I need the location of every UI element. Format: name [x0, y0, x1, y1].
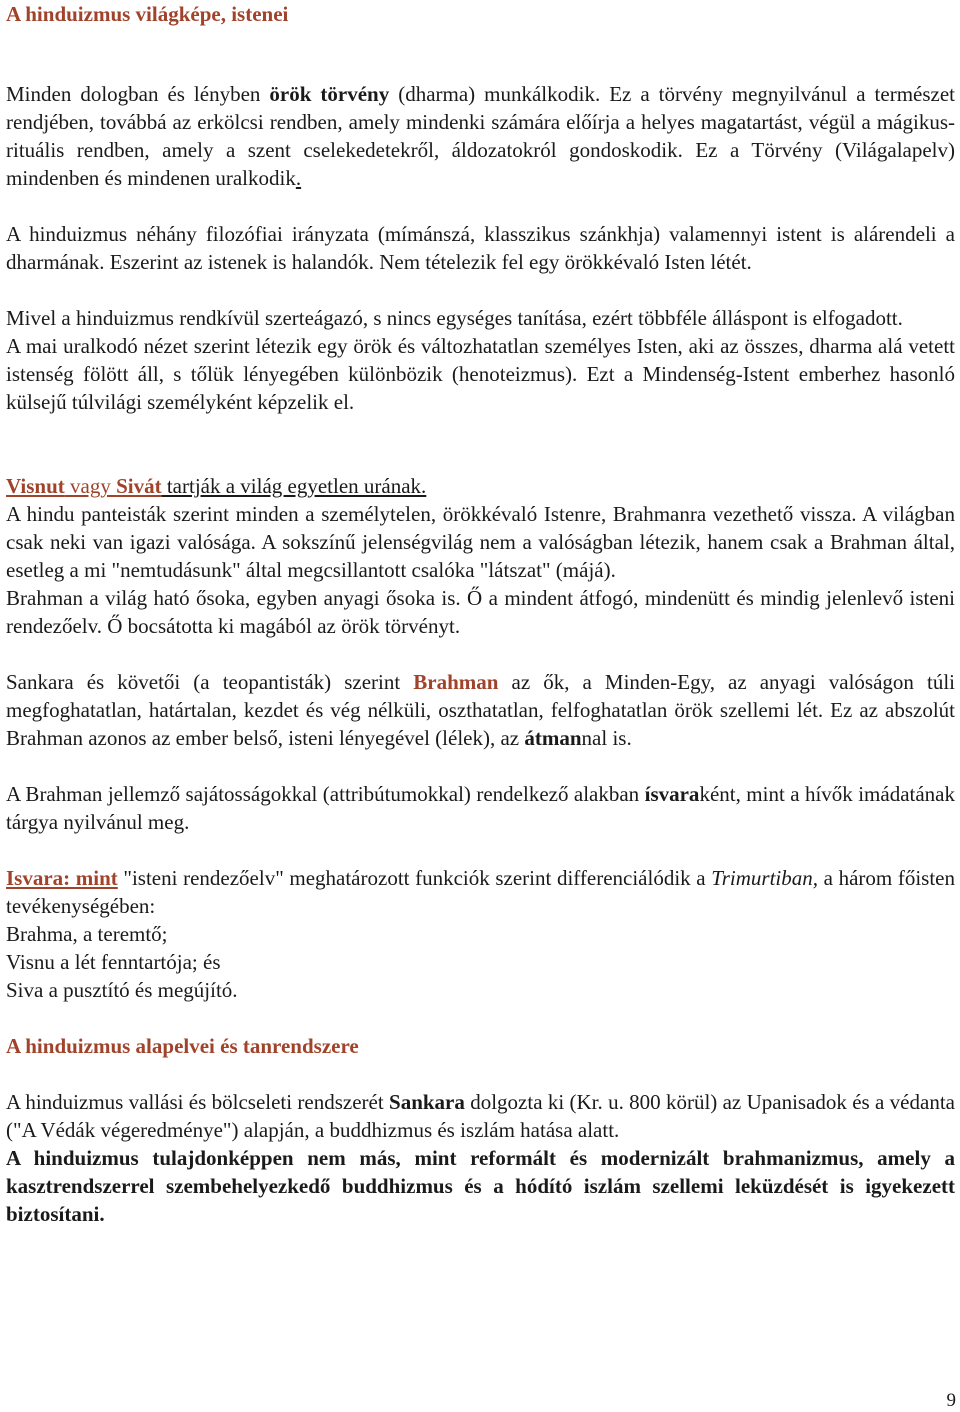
paragraph-trimurti: Isvara: mint "isteni rendezőelv" meghatározott funkciók szerint differenciálódik a Trimurtiban, a három főisten tevékenységében:: [6, 866, 955, 918]
list-item: Brahma, a teremtő;: [6, 922, 168, 946]
link-isvara-mint[interactable]: Isvara: mint: [6, 866, 118, 890]
bold-isvara: ísvara: [644, 782, 700, 806]
highlight-brahman: Brahman: [413, 670, 499, 694]
paragraph-conclusion: A hinduizmus tulajdonképpen nem más, mint reformált és modernizált brahmanizmus, amely a kasztrendszerrel szembehelyezkedő buddhizmus és a hódító iszlám szellemi leküzdését is igyekezett biztosítani.: [6, 1146, 955, 1226]
paragraph-sankara-system: A hinduizmus vallási és bölcseleti rendszerét Sankara dolgozta ki (Kr. u. 800 körül) az Upanisadok és a védanta ("A Védák végeredménye") alapján, a buddhizmus és iszlám hatása alatt.: [6, 1090, 955, 1142]
paragraph-sankara-followers: Sankara és követői (a teopantisták) szerint Brahman az ők, a Minden-Egy, az anyagi valóságon túli megfoghatatlan, határtalan, kezdet és vég nélküli, oszthatatlan, felfoghatatlan örök szellemi lét. Ez az abszolút Brahman azonos az ember belső, isteni lényegével (lélek), az átmannal is.: [6, 670, 955, 750]
list-item: Siva a pusztító és megújító.: [6, 978, 238, 1002]
paragraph-dharma: Minden dologban és lényben örök törvény (dharma) munkálkodik. Ez a törvény megnyilvánul a természet rendjében, továbbá az erkölcsi rendben, amely mindenki számára előírja a helyes magatartást, végül a mágikus-rituális rendben, amely a szent cselekedetekről, áldozatokról gondoskodik. Ez a Törvény (Világalapelv) mindenben és mindenen uralkodik.: [6, 82, 956, 190]
paragraph-brahman-cause: Brahman a világ ható ősoka, egyben anyagi ősoka is. Ő a mindent átfogó, mindenütt és mindig jelenlevő isteni rendezőelv. Ő bocsátotta ki magából az örök törvényt.: [6, 586, 955, 638]
paragraph-philosophy: A hinduizmus néhány filozófiai irányzata (mímánszá, klasszikus szánkhja) valamennyi istent is alárendeli a dharmának. Eszerint az istenek is halandók. Nem tételezik fel egy örökkévaló Isten létét.: [6, 222, 955, 274]
underlined-period: .: [295, 166, 302, 190]
bold-orok-torveny: örök törvény: [269, 82, 390, 106]
paragraph-diverse: Mivel a hinduizmus rendkívül szerteágazó, s nincs egységes tanítása, ezért többféle álláspont is elfogadott.: [6, 306, 903, 330]
italic-trimurti: Trimurtiban,: [711, 866, 819, 890]
bold-atman: átman: [524, 726, 582, 750]
link-sivat[interactable]: Sivát: [116, 474, 162, 498]
bold-sankara: Sankara: [389, 1090, 465, 1114]
page-number: 9: [946, 1390, 956, 1411]
paragraph-isvara: A Brahman jellemző sajátosságokkal (attribútumokkal) rendelkező alakban ísvaraként, mint a hívők imádatának tárgya nyilvánul meg.: [6, 782, 955, 834]
paragraph-visnu-siva: Visnut vagy Sivát tartják a világ egyetlen urának.: [6, 474, 427, 498]
paragraph-henotheism: A mai uralkodó nézet szerint létezik egy örök és változhatatlan személyes Isten, aki az összes, dharma alá vetett istenség fölött áll, s tőlük lényegében különbözik (henoteizmus). Ezt a Mindenség-Istent emberhez hasonló külsejű túlvilági személyként képzelik el.: [6, 334, 955, 414]
list-item: Visnu a lét fenntartója; és: [6, 950, 221, 974]
paragraph-pantheists: A hindu panteisták szerint minden a személytelen, örökkévaló Istenre, Brahmanra vezethető vissza. A világban csak neki van igazi valósága. A sokszínű jelenségvilág nem a valóságban létezik, hanem csak a Brahman által, esetleg a mi "nemtudásunk" által megcsillantott csalóka "látszat" (májá).: [6, 502, 955, 582]
page-title: A hinduizmus világképe, istenei: [6, 2, 289, 26]
section-heading: A hinduizmus alapelvei és tanrendszere: [6, 1034, 359, 1058]
link-visnut[interactable]: Visnut: [6, 474, 65, 498]
document-page: [6, 0, 955, 1228]
